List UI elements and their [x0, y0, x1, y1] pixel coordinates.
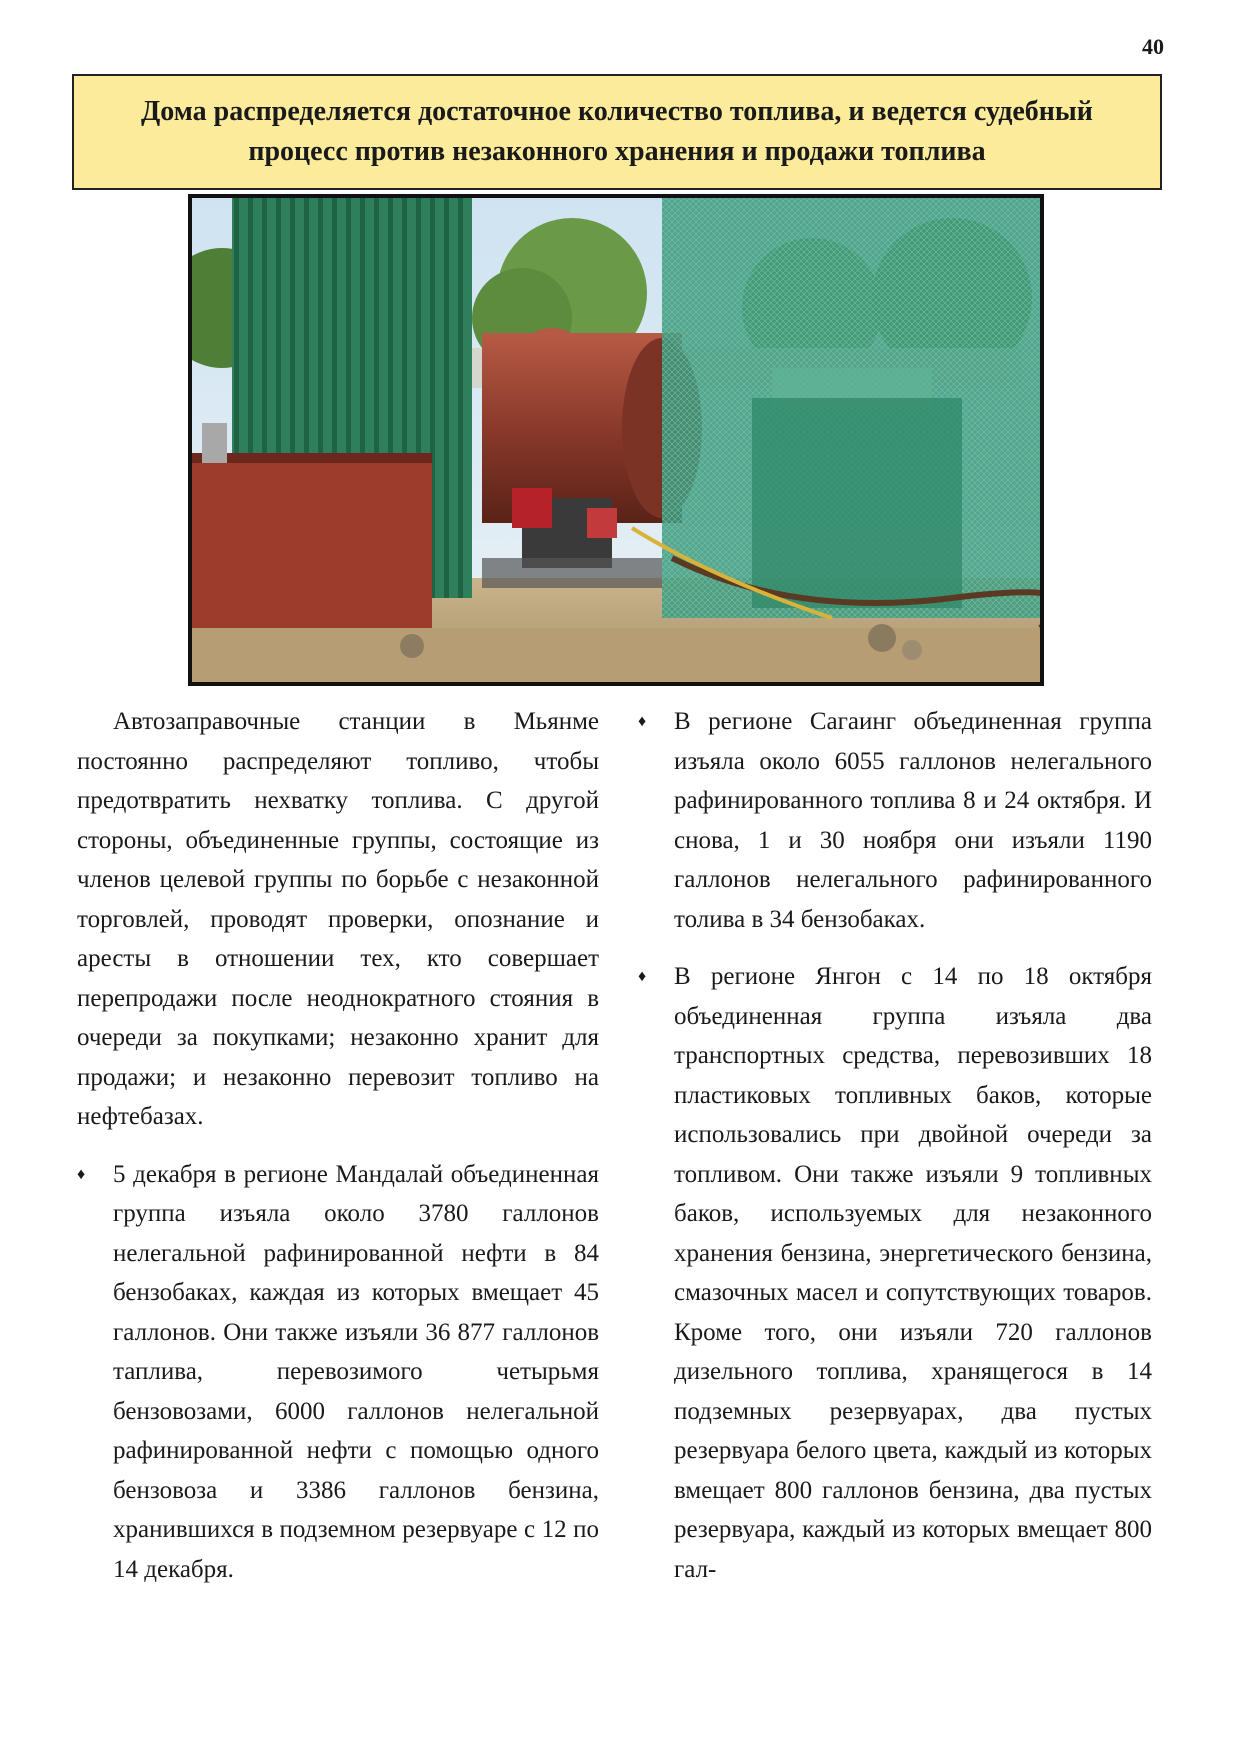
diamond-bullet-icon: ♦: [638, 968, 647, 985]
photo-illustration: [192, 198, 1040, 682]
left-column: [77, 702, 599, 1607]
right-column: [638, 702, 1152, 1607]
intro-paragraph: Автозаправочные станции в Мьянме постоянно распределяют топливо, чтобы предотвратить нехватку топлива. С другой стороны, объединенные группы, состоящие из членов целевой группы по борьбе с незаконной торговлей, проводят проверки, опознание и аресты в отношении тех, кто совершает перепродажи после неоднократного стояния в очереди за покупками; незаконно хранит для продажи; и незаконно перевозит топливо на нефтебазах.: [77, 708, 599, 1130]
diamond-bullet-icon: ♦: [638, 713, 647, 730]
headline-line-2: процесс против незаконного хранения и продажи топлива: [248, 136, 986, 167]
bullet-text: В регионе Янгон с 14 по 18 октября объединенная группа изъяла два транспортных средства, перевозивших 18 пластиковых топливных баков, которые использовались при двойной очереди за топливом. Они также изъяли 9 топливных баков, используемых для незаконного хранения бензина, энергетического бензина, смазочных масел и сопутствующих товаров. Кроме того, они изъяли 720 галлонов дизельного топлива, хранящегося в 14 подземных резервуарах, два пустых резервуара белого цвета, каждый из которых вмещает 800 галлонов бензина, два пустых резервуара, каждый из которых вмещает 800 гал-: [674, 963, 1152, 1583]
bullet-item-sagaing: [638, 702, 1152, 939]
bullet-text: 5 декабря в регионе Мандалай объединенная группа изъяла около 3780 галлонов нелегальной рафинированной нефти в 84 бензобаках, каждая из которых вмещает 45 галлонов. Они также изъяли 36 877 галлонов таплива, перевозимого четырьмя бензовозами, 6000 галлонов нелегальной рафинированной нефти с помощью одного бензовоза и 3386 галлонов бензина, хранившихся в подземном резервуаре с 12 по 14 декабря.: [113, 1160, 599, 1583]
fuel-depot-photo: [188, 194, 1044, 686]
bullet-text: В регионе Сагаинг объединенная группа изъяла около 6055 галлонов нелегального рафинированного топлива 8 и 24 октября. И снова, 1 и 30 ноября они изъяли 1190 галлонов нелегального рафинированного толива в 34 бензобаках.: [674, 708, 1152, 933]
diamond-bullet-icon: ♦: [77, 1165, 86, 1183]
bullet-item-mandalay: [77, 1155, 599, 1590]
page-number: 40: [1142, 34, 1164, 59]
bullet-item-yangon: [638, 957, 1152, 1589]
headline-line-1: Дома распределяется достаточное количество топлива, и ведется судебный: [141, 96, 1093, 127]
headline-title: [141, 92, 1093, 172]
headline-banner: [72, 74, 1162, 190]
